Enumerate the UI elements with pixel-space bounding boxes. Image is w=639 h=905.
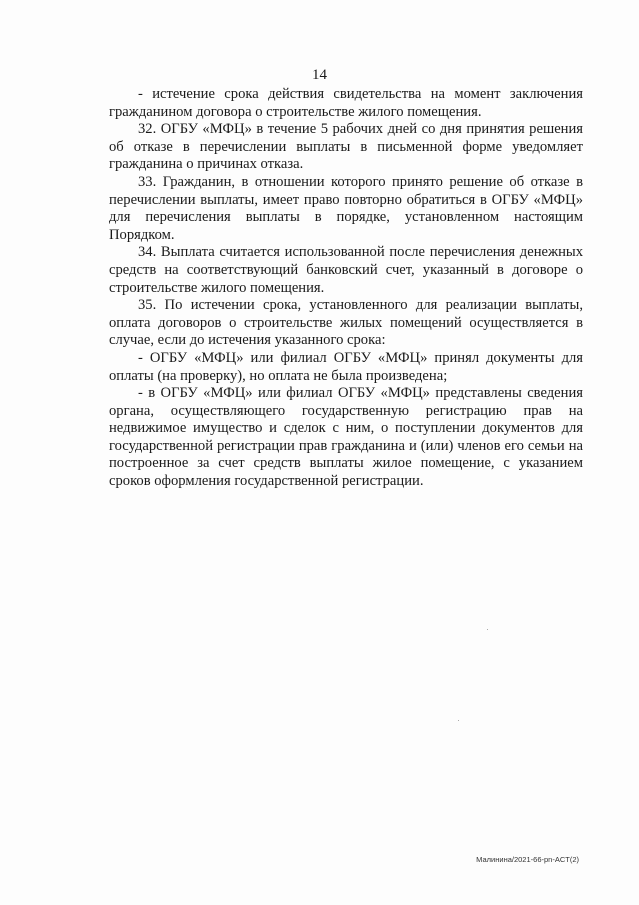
paragraph-expiry-clause: - истечение срока действия свидетельства на момент заключения гражданином договора о строительстве жилого помещения. [109, 86, 583, 120]
paragraph-35: 35. По истечении срока, установленного для реализации выплаты, оплата договоров о строительстве жилых помещений осуществляется в случае, если до истечения указанного срока: [109, 297, 583, 349]
document-body [109, 86, 583, 491]
scan-speck [487, 629, 488, 630]
paragraph-33: 33. Гражданин, в отношении которого принято решение об отказе в перечислении выплаты, имеет право повторно обратиться в ОГБУ «МФЦ» для перечисления выплаты в порядке, установленном настоящим Порядком. [109, 173, 583, 243]
paragraph-35-item-2: - в ОГБУ «МФЦ» или филиал ОГБУ «МФЦ» представлены сведения органа, осуществляющего государственную регистрацию прав на недвижимое имущество и сделок с ним, о поступлении документов для государственной регистрации прав гражданина и (или) членов его семьи на построенное за счет средств выплаты жилое помещение, с указанием сроков оформления государственной регистрации. [109, 385, 583, 490]
scan-speck [458, 720, 459, 721]
paragraph-34: 34. Выплата считается использованной после перечисления денежных средств на соответствующий банковский счет, указанный в договоре о строительстве жилого помещения. [109, 244, 583, 296]
footer-reference: Малинина/2021-66-pn-ACT(2) [476, 855, 579, 864]
paragraph-35-item-1: - ОГБУ «МФЦ» или филиал ОГБУ «МФЦ» принял документы для оплаты (на проверку), но оплата не была произведена; [109, 349, 583, 384]
page-number: 14 [312, 67, 327, 83]
paragraph-32: 32. ОГБУ «МФЦ» в течение 5 рабочих дней со дня принятия решения об отказе в перечислении выплаты в письменной форме уведомляет гражданина о причинах отказа. [109, 121, 583, 173]
